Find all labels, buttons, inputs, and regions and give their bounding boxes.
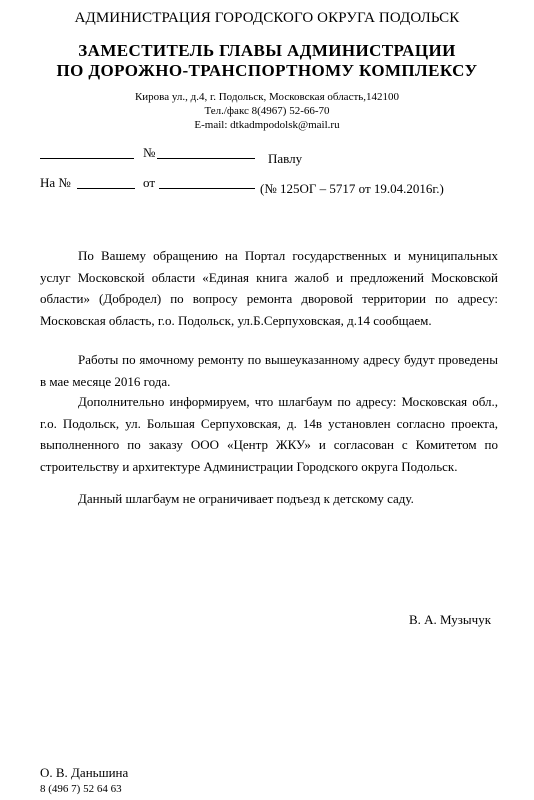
body-paragraph-2: Работы по ямочному ремонту по вышеуказанному адресу будут проведены в мае месяце 2016 года. <box>40 352 498 389</box>
from-date-line <box>159 188 255 189</box>
recipient-name: Павлу <box>268 151 303 166</box>
outgoing-number-line <box>157 158 255 159</box>
signer-name: В. А. Музычук <box>409 612 492 627</box>
letterhead-email: E-mail: dtkadmpodolsk@mail.ru <box>194 119 340 131</box>
letterhead-address: Кирова ул., д.4, г. Подольск, Московская область,142100 <box>134 91 400 103</box>
incoming-reference: (№ 125ОГ – 5717 от 19.04.2016г.) <box>260 181 444 196</box>
executor-name: О. В. Даньшина <box>40 765 129 780</box>
executor-phone: 8 (496 7) 52 64 63 <box>40 783 122 795</box>
on-number-label: На № <box>40 175 71 190</box>
letterhead-phone: Тел./факс 8(4967) 52-66-70 <box>204 105 330 117</box>
number-sign: № <box>143 145 156 160</box>
letterhead-title-line1: ЗАМЕСТИТЕЛЬ ГЛАВЫ АДМИНИСТРАЦИИ <box>78 41 456 60</box>
outgoing-date-line <box>40 158 134 159</box>
from-label: от <box>143 175 156 190</box>
letterhead-title-line2: ПО ДОРОЖНО-ТРАНСПОРТНОМУ КОМПЛЕКСУ <box>56 61 478 80</box>
organization-name: АДМИНИСТРАЦИЯ ГОРОДСКОГО ОКРУГА ПОДОЛЬСК <box>74 10 460 26</box>
body-paragraph-4: Данный шлагбаум не ограничивает подъезд к детскому саду. <box>78 491 414 506</box>
on-number-line <box>77 188 135 189</box>
body-paragraph-1: По Вашему обращению на Портал государственных и муниципальных услуг Московской области «Единая книга жалоб и предложений Московской области» (Добродел) по вопросу ремонта дворовой территории по адресу: Московская область, г.о. Подольск, ул.Б.Серпуховская, д.14 сообщаем. <box>40 248 498 328</box>
body-paragraph-3: Дополнительно информируем, что шлагбаум по адресу: Московская обл., г.о. Подольск, ул. Большая Серпуховская, д. 14в установлен согласно проекта, выполненного по заказу ООО «Центр ЖКУ» и согласован с Комитетом по строительству и архитектуре Администрации Городского округа Подольск. <box>40 394 498 474</box>
